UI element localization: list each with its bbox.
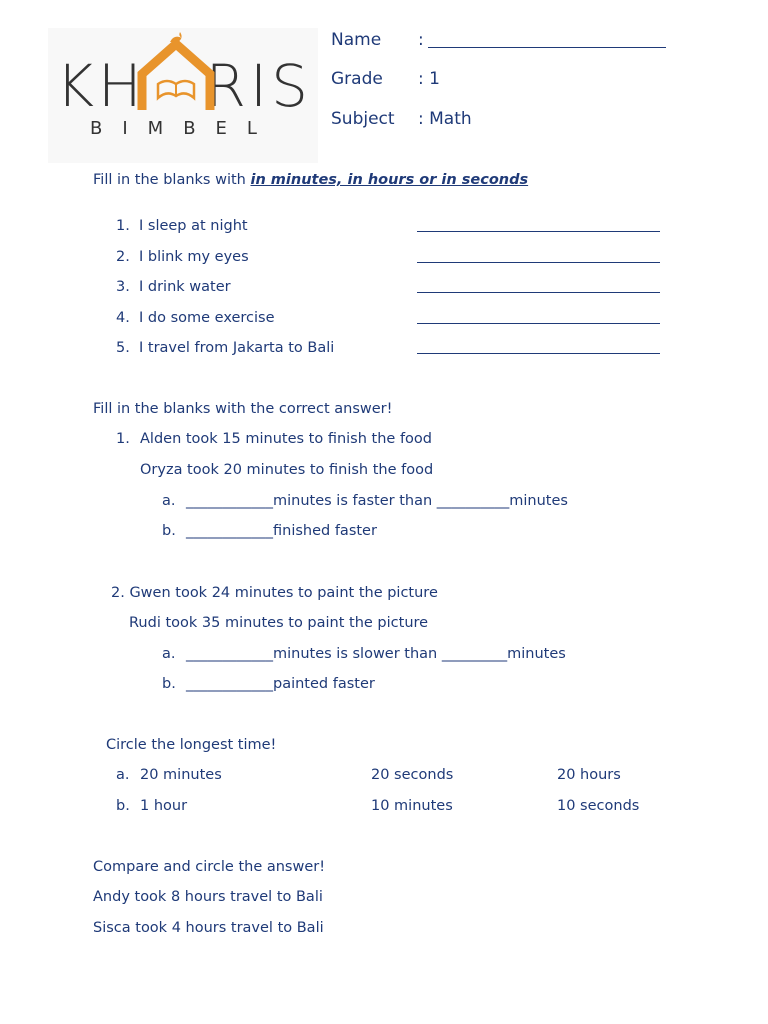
section1-item-text: I drink water — [139, 279, 231, 295]
section1-item-text: I travel from Jakarta to Bali — [139, 340, 335, 356]
section1-instruction-text: Fill in the blanks with — [93, 172, 251, 188]
name-separator: : — [418, 30, 424, 50]
section1-item-num: 3. — [116, 279, 130, 295]
option-label: a. — [116, 767, 130, 783]
answer-blank[interactable] — [417, 292, 660, 293]
question-line: Oryza took 20 minutes to finish the food — [140, 462, 434, 478]
fill-in-line[interactable]: ____________minutes is faster than __________minutes — [186, 493, 568, 509]
logo — [48, 28, 318, 163]
logo-letter-h: H — [98, 52, 146, 120]
answer-blank[interactable] — [417, 323, 660, 324]
time-option[interactable]: 20 minutes — [140, 767, 222, 783]
time-option[interactable]: 20 seconds — [371, 767, 454, 783]
section1-item-num: 4. — [116, 310, 130, 326]
time-option[interactable]: 10 minutes — [371, 798, 453, 814]
fill-in-line[interactable]: ____________finished faster — [186, 523, 377, 539]
question-number: 1. — [116, 431, 130, 447]
section1-item-text: I do some exercise — [139, 310, 275, 326]
name-blank[interactable] — [428, 47, 666, 48]
logo-letter-r: R — [205, 52, 250, 120]
time-option[interactable]: 20 hours — [557, 767, 621, 783]
fill-in-line[interactable]: ____________minutes is slower than _________minutes — [186, 646, 566, 662]
section1-item-num: 5. — [116, 340, 130, 356]
name-label: Name — [331, 30, 382, 50]
subject-label: Subject — [331, 109, 395, 129]
section4-instruction: Compare and circle the answer! — [93, 859, 326, 875]
fill-in-line[interactable]: ____________painted faster — [186, 676, 375, 692]
answer-blank[interactable] — [417, 353, 660, 354]
subject-value: : Math — [418, 109, 472, 129]
time-option[interactable]: 1 hour — [140, 798, 188, 814]
section1-instruction — [93, 171, 528, 189]
grade-label: Grade — [331, 69, 383, 89]
time-option[interactable]: 10 seconds — [557, 798, 640, 814]
section1-emphasis: in minutes, in hours or in seconds — [250, 172, 529, 188]
question-line: Rudi took 35 minutes to paint the picture — [129, 615, 429, 631]
grade-value: : 1 — [418, 69, 440, 89]
option-label: b. — [116, 798, 130, 814]
answer-blank[interactable] — [417, 262, 660, 263]
section1-item-num: 1. — [116, 218, 130, 234]
section1-item-text: I sleep at night — [139, 218, 248, 234]
logo-subtitle: BIMBEL — [90, 118, 277, 139]
house-book-icon — [136, 32, 216, 112]
section3-instruction: Circle the longest time! — [106, 737, 277, 753]
section1-item-text: I blink my eyes — [139, 249, 249, 265]
option-label: a. — [162, 646, 176, 662]
question-line: Alden took 15 minutes to finish the food — [140, 431, 432, 447]
compare-line[interactable]: Sisca took 4 hours travel to Bali — [93, 920, 324, 936]
logo-letter-k: K — [56, 52, 99, 120]
option-label: a. — [162, 493, 176, 509]
section1-item-num: 2. — [116, 249, 130, 265]
logo-letter-i: I — [249, 52, 272, 120]
question-line: 2. Gwen took 24 minutes to paint the picture — [111, 585, 438, 601]
logo-letter-s: S — [271, 52, 312, 120]
answer-blank[interactable] — [417, 231, 660, 232]
option-label: b. — [162, 523, 176, 539]
option-label: b. — [162, 676, 176, 692]
section2-instruction: Fill in the blanks with the correct answer! — [93, 401, 393, 417]
compare-line[interactable]: Andy took 8 hours travel to Bali — [93, 889, 323, 905]
